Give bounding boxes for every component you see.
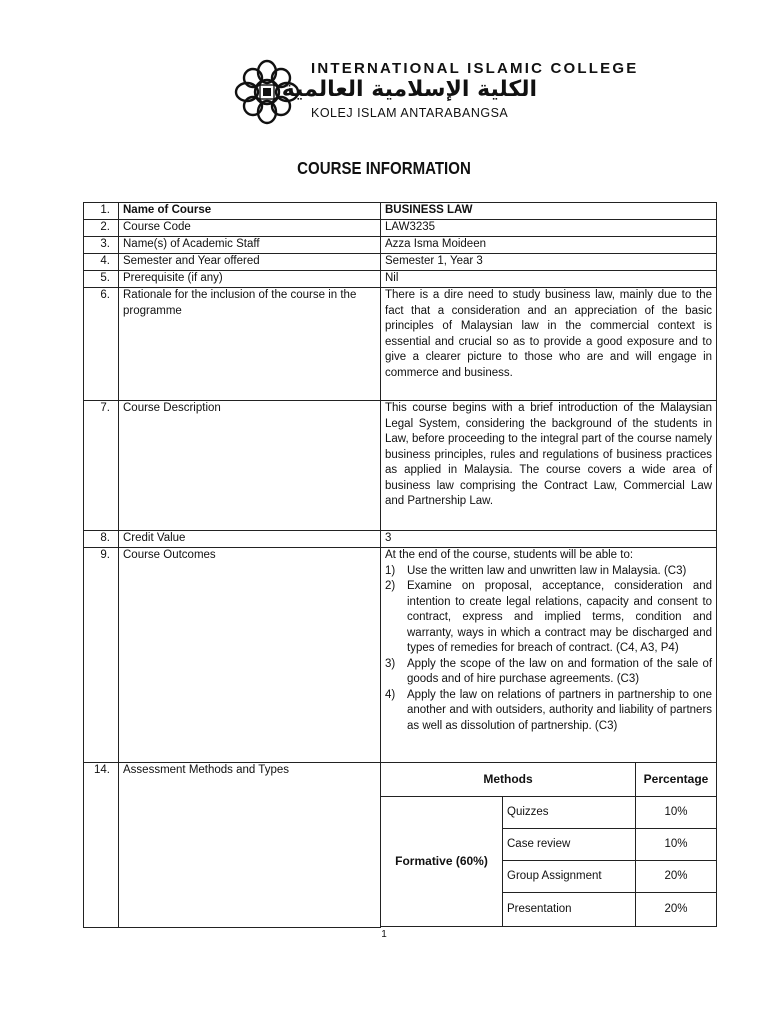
semester-value: Semester 1, Year 3 <box>381 254 717 271</box>
course-name-value: BUSINESS LAW <box>381 203 717 220</box>
table-row <box>84 763 717 797</box>
outcome-text: Use the written law and unwritten law in Malaysia. (C3) <box>407 564 687 577</box>
row-label: Course Code <box>119 220 381 237</box>
outcome-text: Examine on proposal, acceptance, consideration and intention to create legal relations, capacity and consent to contract, express and implied terms, condition and warranty, ways in which a contract may be discharged and types of remedies for breach of contract. (C4, A3, P4) <box>407 580 713 654</box>
credit-value: 3 <box>381 531 717 548</box>
row-label: Rationale for the inclusion of the course in the programme <box>119 288 381 401</box>
page-number: 1 <box>381 929 387 940</box>
row-label: Prerequisite (if any) <box>119 271 381 288</box>
row-number: 5. <box>84 271 119 288</box>
row-label: Semester and Year offered <box>119 254 381 271</box>
outcome-number: 3) <box>385 657 396 670</box>
outcomes-intro: At the end of the course, students will be able to: <box>385 549 634 561</box>
percentage-cell: 20% <box>636 893 717 927</box>
row-number: 4. <box>84 254 119 271</box>
row-label: Course Description <box>119 401 381 531</box>
list-item <box>385 579 712 657</box>
methods-header: Methods <box>381 763 636 797</box>
outcome-number: 2) <box>385 580 396 592</box>
percentage-cell: 10% <box>636 829 717 861</box>
row-number: 2. <box>84 220 119 237</box>
method-cell: Group Assignment <box>503 861 636 893</box>
row-number: 3. <box>84 237 119 254</box>
outcome-text: Apply the scope of the law on and formation of the sale of goods and of hire purchase agreements. (C3) <box>407 657 713 685</box>
row-label: Name of Course <box>119 203 381 220</box>
row-label: Assessment Methods and Types <box>119 763 381 928</box>
table-row <box>84 288 717 401</box>
row-number: 8. <box>84 531 119 548</box>
college-header <box>233 58 639 128</box>
course-description-value: This course begins with a brief introduction of the Malaysian Legal System, considering the background of the students in Law, before proceeding to the integral part of the course namely business principles, rules and regulations of business practices as applied in Malaysia. The course covers a wide area of business law comprising the Contract Law, Commercial Law and Partnership Law. <box>381 401 717 531</box>
course-outcomes-value <box>381 548 717 763</box>
table-row <box>84 203 717 220</box>
college-name-arabic: الكلية الإسلامية العالمية <box>281 77 537 102</box>
outcome-number: 1) <box>385 564 396 577</box>
percentage-cell: 10% <box>636 797 717 829</box>
row-label: Course Outcomes <box>119 548 381 763</box>
prerequisite-value: Nil <box>381 271 717 288</box>
row-number: 7. <box>84 401 119 531</box>
page-title: COURSE INFORMATION <box>297 158 471 178</box>
table-row <box>84 548 717 763</box>
rationale-value: There is a dire need to study business law, mainly due to the fact that a consideration and an appreciation of the basic principles of Malaysian law in the commercial context is essential and crucial so as to provide a good exposure and to give a clearer picture to those who are and will engage in commerce and business. <box>381 288 717 401</box>
row-number: 1. <box>84 203 119 220</box>
academic-staff-value: Azza Isma Moideen <box>381 237 717 254</box>
list-item <box>385 564 712 580</box>
list-item <box>385 688 712 735</box>
row-number: 6. <box>84 288 119 401</box>
outcome-number: 4) <box>385 688 396 701</box>
outcomes-list <box>385 564 712 735</box>
course-info-table <box>83 202 717 928</box>
row-number: 14. <box>84 763 119 928</box>
course-code-value: LAW3235 <box>381 220 717 237</box>
table-row <box>84 237 717 254</box>
percentage-cell: 20% <box>636 861 717 893</box>
table-row <box>84 531 717 548</box>
list-item <box>385 657 712 688</box>
row-label: Credit Value <box>119 531 381 548</box>
method-cell: Presentation <box>503 893 636 927</box>
college-name-english: INTERNATIONAL ISLAMIC COLLEGE <box>311 60 639 77</box>
method-cell: Case review <box>503 829 636 861</box>
outcome-text: Apply the law on relations of partners in partnership to one another and with outsiders, authority and liability of partners as well as dissolution of partnership. (C3) <box>407 688 713 732</box>
formative-group-label: Formative (60%) <box>381 797 503 927</box>
row-number: 9. <box>84 548 119 763</box>
percentage-header: Percentage <box>636 763 717 797</box>
table-row <box>84 401 717 531</box>
row-label: Name(s) of Academic Staff <box>119 237 381 254</box>
method-cell: Quizzes <box>503 797 636 829</box>
table-row <box>84 220 717 237</box>
table-row <box>84 254 717 271</box>
college-name-malay: KOLEJ ISLAM ANTARABANGSA <box>311 106 509 120</box>
table-row <box>84 271 717 288</box>
